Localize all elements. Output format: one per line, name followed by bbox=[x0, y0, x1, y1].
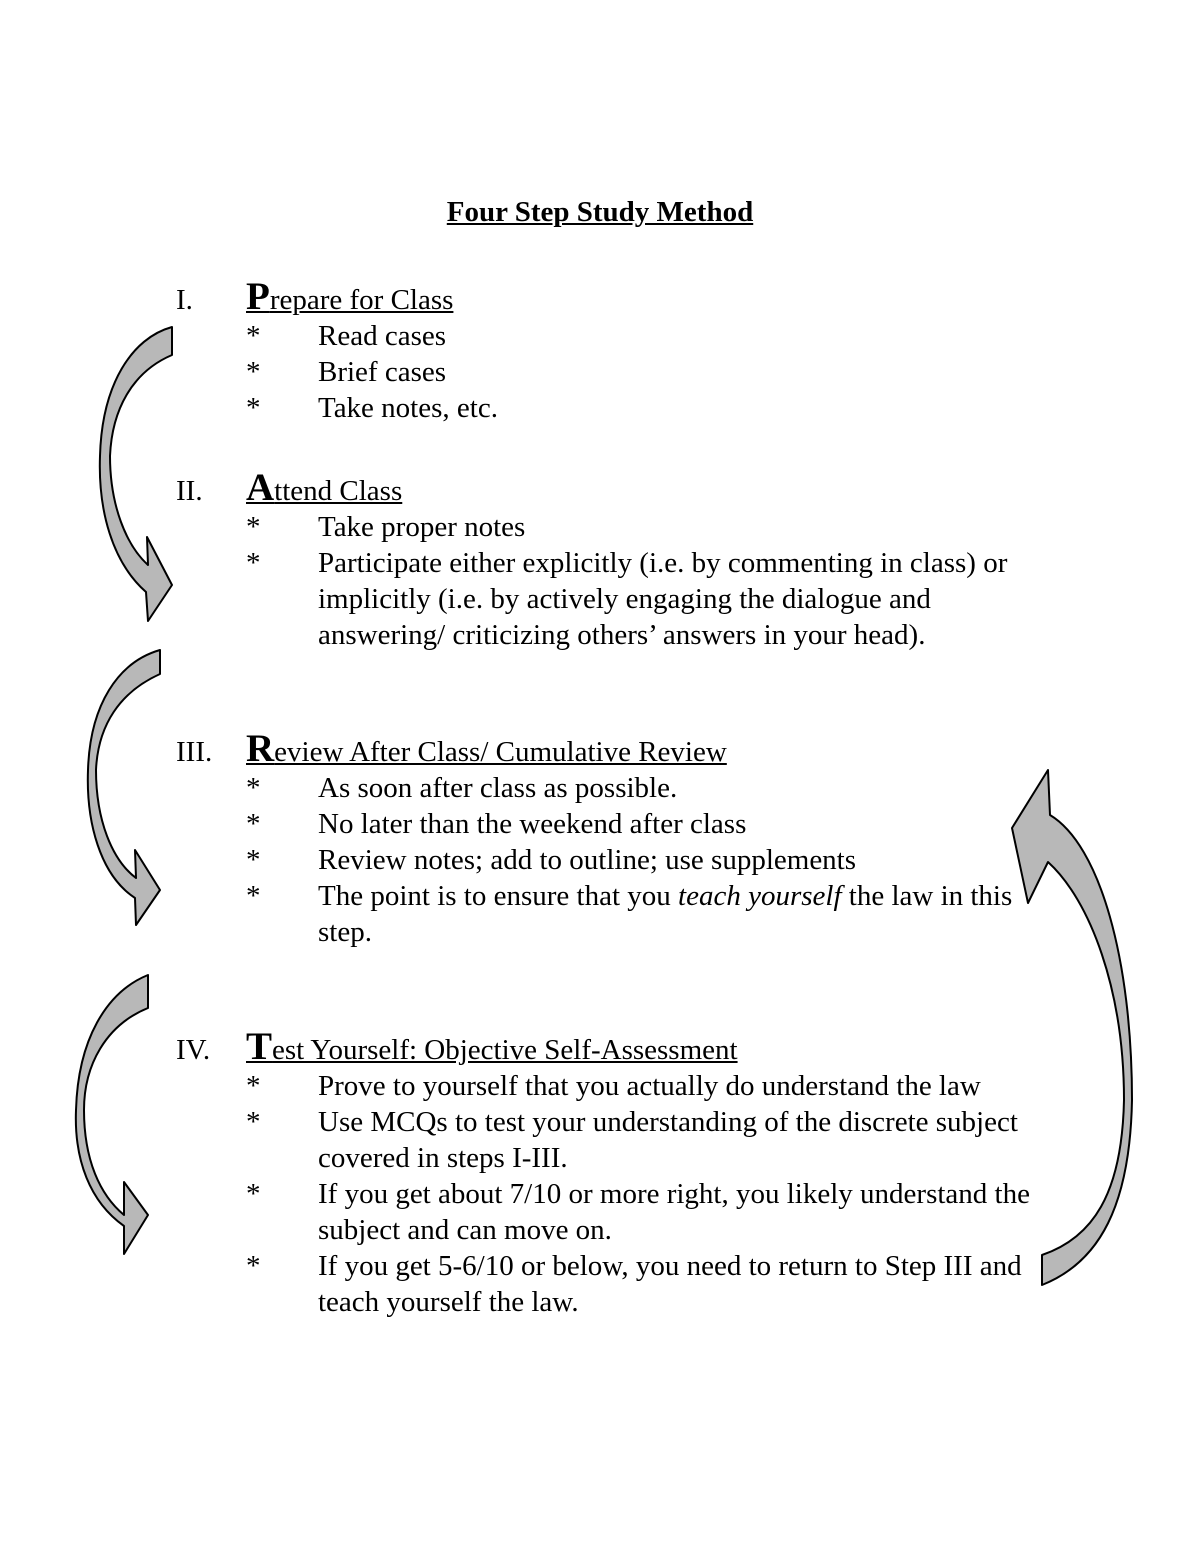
bullet-text: Take notes, etc. bbox=[318, 392, 498, 424]
bullet-marker: * bbox=[246, 844, 261, 876]
bullet-text: Review notes; add to outline; use supplements bbox=[318, 844, 857, 876]
bullet-text: Read cases bbox=[318, 320, 447, 352]
section-initial: A bbox=[246, 466, 275, 509]
arrow-prepare-to-attend-icon bbox=[100, 327, 172, 621]
bullet-text: Brief cases bbox=[318, 356, 447, 388]
bullet-marker: * bbox=[246, 1070, 261, 1102]
bullet-marker: * bbox=[246, 880, 261, 912]
section-numeral: III. bbox=[176, 736, 213, 768]
section-numeral: IV. bbox=[176, 1034, 211, 1066]
curved-arrow-icon bbox=[76, 327, 1132, 1285]
section-initial: R bbox=[246, 727, 275, 770]
arrow-attend-to-review-icon bbox=[88, 650, 160, 925]
bullet-marker: * bbox=[246, 1106, 261, 1138]
bullet-text: Participate either explicitly (i.e. by commenting in class) or implicitly (i.e. by actively engaging the dialogue and answering/ criticizing others’ answers in your head). bbox=[318, 547, 1008, 651]
bullet-text: Take proper notes bbox=[318, 511, 526, 543]
section-title-rest: ttend Class bbox=[274, 475, 403, 507]
section-numeral: I. bbox=[176, 284, 193, 316]
bullet-text: If you get 5-6/10 or below, you need to return to Step III and teach yourself the law. bbox=[318, 1250, 1022, 1318]
page-title: Four Step Study Method bbox=[446, 196, 754, 228]
section-title-rest: eview After Class/ Cumulative Review bbox=[274, 736, 727, 768]
section-initial: P bbox=[246, 275, 270, 318]
bullet-marker: * bbox=[246, 320, 261, 352]
bullet-marker: * bbox=[246, 808, 261, 840]
bullet-text: Prove to yourself that you actually do understand the law bbox=[318, 1070, 981, 1102]
bullet-text: Use MCQs to test your understanding of the discrete subject covered in steps I-III. bbox=[318, 1106, 1018, 1174]
bullet-marker: * bbox=[246, 1250, 261, 1282]
bullet-marker: * bbox=[246, 772, 261, 804]
bullet-text-after: the law in this step. bbox=[318, 880, 1013, 948]
bullet-text: If you get about 7/10 or more right, you likely understand the subject and can move on. bbox=[318, 1178, 1030, 1246]
section-title-rest: repare for Class bbox=[269, 284, 454, 316]
arrow-test-back-to-review-icon bbox=[1012, 770, 1132, 1285]
bullet-text: No later than the weekend after class bbox=[318, 808, 747, 840]
arrow-review-to-test-icon bbox=[76, 975, 148, 1254]
bullet-marker: * bbox=[246, 392, 261, 424]
bullet-marker: * bbox=[246, 511, 261, 543]
emphasis-text: teach yourself bbox=[678, 880, 842, 912]
section-initial: T bbox=[246, 1025, 273, 1068]
bullet-text-before: The point is to ensure that you bbox=[318, 880, 679, 912]
bullet-marker: * bbox=[246, 547, 261, 579]
bullet-text: As soon after class as possible. bbox=[318, 772, 678, 804]
section-numeral: II. bbox=[176, 475, 203, 507]
section-title-rest: est Yourself: Objective Self-Assessment bbox=[272, 1034, 738, 1066]
bullet-marker: * bbox=[246, 356, 261, 388]
bullet-marker: * bbox=[246, 1178, 261, 1210]
